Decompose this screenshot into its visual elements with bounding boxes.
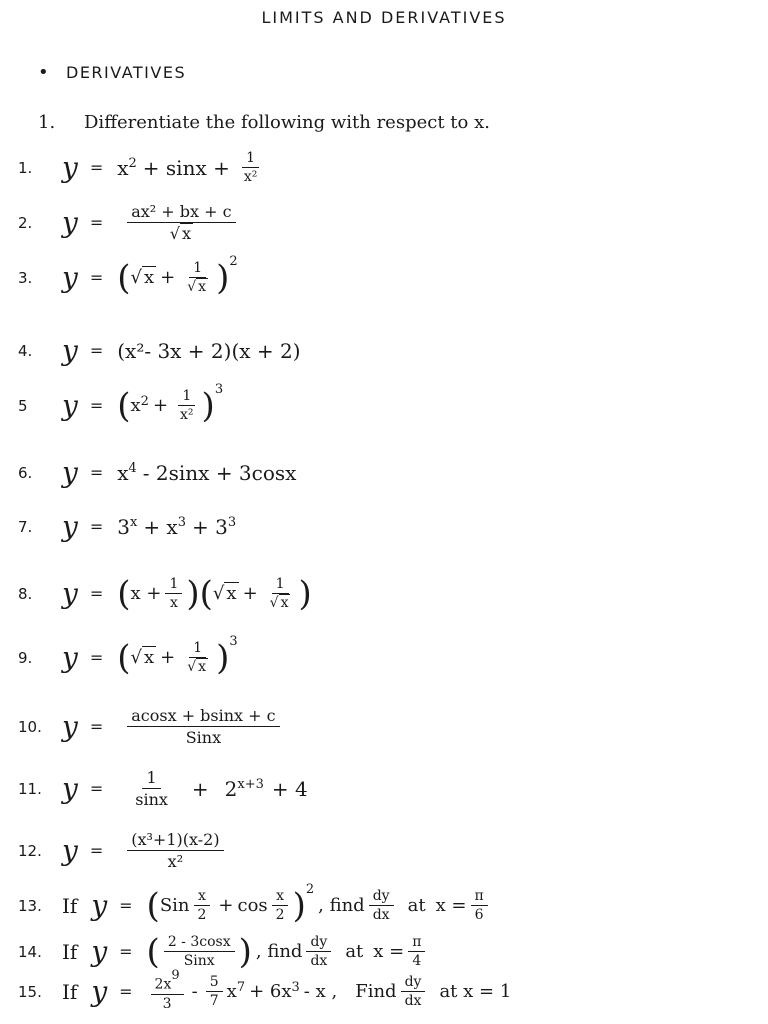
at-text: at [345, 941, 364, 962]
plus-sign: + [160, 647, 176, 668]
right-paren: ) [186, 573, 200, 614]
denominator: √ x [269, 595, 289, 611]
problem-number: 13. [18, 896, 42, 915]
if-word: If [62, 939, 78, 964]
radicand: x [198, 279, 207, 295]
problem-13 [18, 882, 492, 926]
numerator: (x³+1)(x-2) [127, 830, 223, 851]
exponent: 2 [229, 254, 238, 269]
expression: (x²- 3x + 2)(x + 2) [117, 338, 301, 363]
derivative [401, 974, 426, 1009]
equals-sign: = [89, 841, 104, 860]
term: + 6x [249, 981, 292, 1003]
radicand: x [143, 647, 155, 668]
radicand: x [226, 583, 237, 604]
term: + 3 [192, 514, 228, 539]
term: + x [143, 514, 178, 539]
equals-sign: = [89, 463, 104, 482]
problem-6 [18, 456, 296, 489]
fraction [206, 974, 223, 1009]
radicand: x [182, 224, 192, 243]
problem-10 [18, 706, 284, 747]
problem-number: 11. [18, 779, 42, 798]
denominator: dx [372, 907, 390, 923]
exponent: 3 [229, 634, 238, 649]
equals-sign: = [89, 268, 104, 287]
instruction [38, 112, 490, 133]
problem-11 [18, 768, 308, 809]
exponent: 9 [171, 968, 180, 983]
problem-9 [18, 634, 238, 678]
denominator: x [169, 595, 178, 611]
numerator: dy [369, 888, 394, 906]
numerator: 1 [178, 388, 195, 406]
problem-number: 6. [18, 463, 33, 482]
section-heading [38, 62, 186, 83]
right-paren: ) [292, 885, 306, 926]
problem-5 [18, 382, 224, 426]
sqrt-term: √ x [130, 267, 155, 288]
term: 2 [224, 776, 238, 801]
problem-number: 10. [18, 717, 42, 736]
problem-number: 9. [18, 648, 33, 667]
numerator: dy [401, 974, 426, 992]
term: + 4 [271, 776, 308, 801]
problem-number: 12. [18, 841, 42, 860]
numerator: 2 - 3cosx [164, 934, 235, 952]
problem-4 [18, 334, 301, 367]
numerator: acosx + bsinx + c [127, 706, 279, 727]
equals-sign: = [89, 213, 104, 232]
fraction [240, 150, 262, 185]
denominator: √ x [169, 224, 192, 243]
question-number: 1. [38, 112, 56, 133]
equals-sign: = [119, 896, 133, 915]
find-text: , find [318, 895, 365, 916]
if-word: If [62, 893, 78, 918]
denominator: 7 [209, 993, 219, 1010]
page-title: LIMITS AND DERIVATIVES [261, 8, 507, 27]
radicand: x [280, 595, 289, 611]
at-text: at x = 1 [439, 981, 512, 1003]
radicand: x [198, 659, 207, 675]
y-variable: y [62, 834, 78, 867]
exponent: x+3 [237, 777, 264, 792]
term: + sinx + [142, 155, 230, 180]
denominator: x² [180, 407, 194, 423]
problem-number: 1. [18, 158, 33, 177]
y-variable: y [62, 577, 78, 610]
exponent: 3 [177, 515, 186, 530]
exponent: 3 [214, 382, 224, 397]
denominator: 6 [474, 907, 484, 923]
radicand: x [143, 267, 155, 288]
numerator: 1 [165, 576, 182, 594]
right-paren: ) [216, 637, 230, 678]
problem-7 [18, 510, 236, 543]
left-paren: ( [117, 637, 131, 678]
fraction [272, 888, 289, 923]
term: x + [130, 583, 162, 604]
numerator: π [408, 934, 425, 952]
right-paren: ) [238, 931, 252, 972]
equals-sign: = [89, 779, 104, 798]
fraction [183, 640, 212, 675]
if-word: If [62, 979, 78, 1004]
problem-number: 4. [18, 341, 33, 360]
y-variable: y [62, 456, 78, 489]
instruction-text: Differentiate the following with respect to x. [84, 112, 490, 133]
fraction [194, 888, 211, 923]
left-paren: ( [117, 573, 131, 614]
denominator: dx [404, 993, 422, 1010]
term: x [226, 981, 237, 1003]
equals-sign: = [119, 942, 133, 961]
term: - 2sinx + 3cosx [142, 460, 297, 485]
denominator: Sinx [183, 953, 215, 969]
exponent: 4 [128, 461, 137, 476]
numerator: 5 [206, 974, 223, 992]
problem-15 [18, 968, 512, 1012]
fraction [176, 388, 198, 423]
exponent: 7 [236, 980, 246, 996]
x-equals: x = [435, 895, 467, 916]
plus-sign: + [191, 776, 209, 801]
term: 3 [117, 514, 130, 539]
equals-sign: = [89, 396, 104, 415]
plus-sign: + [218, 895, 234, 916]
equals-sign: = [89, 648, 104, 667]
denominator: dx [310, 953, 328, 969]
problem-number: 7. [18, 517, 33, 536]
y-variable: y [62, 510, 78, 543]
numerator: 1 [189, 640, 206, 658]
equals-sign: = [89, 717, 104, 736]
denominator: √ x [187, 279, 207, 295]
find-text: Find [355, 981, 397, 1003]
y-variable: y [91, 975, 108, 1009]
exponent: 2 [128, 156, 137, 171]
right-paren: ) [201, 385, 215, 426]
derivative [306, 934, 331, 969]
problem-14 [18, 931, 429, 972]
numerator: dy [306, 934, 331, 952]
y-variable: y [62, 641, 78, 674]
left-paren: ( [146, 885, 160, 926]
problem-number: 14. [18, 942, 42, 961]
exponent: 3 [291, 980, 300, 996]
right-paren: ) [216, 257, 230, 298]
problem-2 [18, 202, 240, 243]
term: 2x [154, 976, 172, 993]
equals-sign: = [119, 982, 133, 1002]
term: x [130, 395, 141, 416]
plus-sign: + [152, 395, 169, 416]
y-variable: y [62, 772, 78, 805]
left-paren: ( [199, 573, 213, 614]
numerator: 1 [142, 768, 160, 789]
problem-number: 3. [18, 268, 33, 287]
problem-number: 5 [18, 396, 28, 415]
fraction [164, 934, 235, 969]
denominator: Sinx [185, 728, 222, 747]
numerator: 1 [272, 576, 289, 594]
term: x [117, 155, 129, 180]
y-variable: y [62, 710, 78, 743]
sqrt-term: √ x [130, 647, 155, 668]
denominator: x² [243, 169, 258, 185]
problem-number: 15. [18, 982, 42, 1001]
numerator [151, 968, 184, 995]
left-paren: ( [146, 931, 160, 972]
problem-number: 2. [18, 213, 33, 232]
problem-1 [18, 150, 265, 185]
plus-sign: + [242, 583, 258, 604]
numerator: x [194, 888, 210, 906]
y-variable: y [62, 389, 78, 422]
denominator: 2 [197, 907, 207, 923]
numerator: x [272, 888, 288, 906]
problem-number: 8. [18, 584, 33, 603]
term: - x , [303, 981, 338, 1003]
equals-sign: = [89, 584, 104, 603]
y-variable: y [62, 151, 78, 184]
equals-sign: = [89, 341, 104, 360]
y-variable: y [62, 334, 78, 367]
fraction [165, 576, 182, 611]
exponent: x [129, 515, 138, 530]
fraction [127, 202, 235, 243]
denominator: x² [167, 852, 184, 871]
left-paren: ( [117, 257, 131, 298]
y-variable: y [62, 261, 78, 294]
problem-12 [18, 830, 228, 871]
numerator: π [471, 888, 488, 906]
problem-8 [18, 573, 312, 614]
exponent: 3 [227, 515, 237, 530]
sin-func: Sin [159, 895, 190, 916]
fraction [266, 576, 295, 611]
fraction [127, 830, 223, 871]
fraction [183, 260, 212, 295]
equals-sign: = [89, 158, 104, 177]
equals-sign: = [89, 517, 104, 536]
x-equals: x = [373, 941, 405, 962]
value [471, 888, 488, 923]
exponent: 2 [305, 882, 315, 897]
denominator: √ x [187, 659, 207, 675]
fraction [151, 968, 184, 1012]
y-variable: y [62, 206, 78, 239]
numerator: 1 [189, 260, 206, 278]
at-text: at [407, 895, 426, 916]
plus-sign: + [160, 267, 176, 288]
fraction [127, 706, 279, 747]
minus-sign: - [191, 981, 198, 1003]
denominator: 2 [275, 907, 285, 923]
section-title: DERIVATIVES [66, 63, 187, 82]
denominator: 3 [162, 995, 172, 1012]
exponent: 2 [140, 394, 149, 409]
denominator: sinx [135, 790, 168, 809]
denominator: 4 [412, 953, 422, 969]
right-paren: ) [298, 573, 312, 614]
problem-3 [18, 254, 238, 298]
y-variable: y [91, 935, 108, 968]
find-text: , find [255, 941, 303, 962]
left-paren: ( [117, 385, 131, 426]
bullet: • [38, 62, 51, 83]
sqrt-term: √ x [212, 583, 237, 604]
numerator: ax² + bx + c [127, 202, 235, 223]
fraction [131, 768, 172, 809]
cos-func: cos [237, 895, 268, 916]
numerator: 1 [242, 150, 259, 168]
term: x [117, 460, 129, 485]
derivative [369, 888, 394, 923]
y-variable: y [91, 889, 108, 922]
value [408, 934, 425, 969]
